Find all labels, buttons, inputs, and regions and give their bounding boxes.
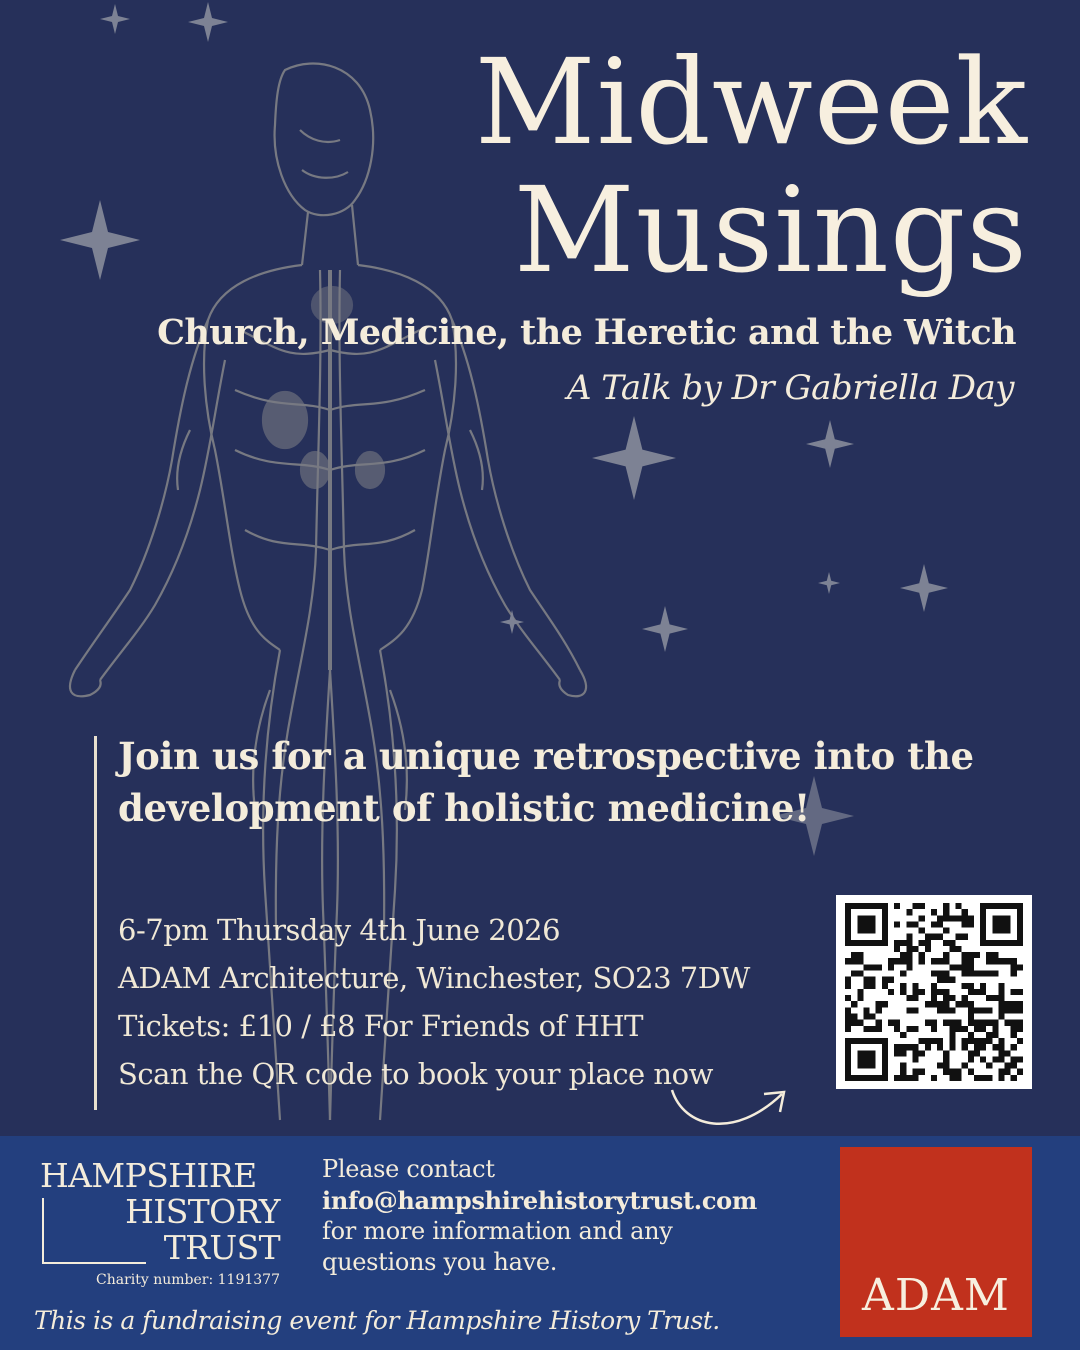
title-line-1: Midweek [474, 33, 1028, 171]
hht-logo-line-3: TRUST [163, 1228, 280, 1267]
contact-line-2: for more information and any [322, 1217, 673, 1245]
star-icon [188, 0, 228, 44]
contact-info [322, 1154, 757, 1278]
qr-code[interactable] [836, 895, 1032, 1089]
contact-line-1: Please contact [322, 1155, 495, 1183]
star-icon [60, 196, 140, 284]
charity-number: Charity number: 1191377 [96, 1272, 280, 1288]
star-icon [900, 564, 948, 612]
tagline: Join us for a unique retrospective into the development of holistic medicine! [118, 734, 974, 830]
event-details [118, 906, 750, 1098]
star-icon [500, 610, 524, 634]
hht-logo-line-1: HAMPSHIRE [40, 1156, 257, 1195]
adam-logo-text: ADAM [862, 1270, 1010, 1321]
page-title [474, 33, 1028, 299]
hht-logo [40, 1158, 280, 1266]
talk-subtitle: Church, Medicine, the Heretic and the Witch [157, 312, 1016, 353]
hht-logo-line-2: HISTORY [125, 1192, 280, 1231]
hht-logo-bracket [42, 1198, 146, 1264]
curved-arrow-icon [664, 1080, 794, 1140]
star-icon [806, 420, 854, 468]
talk-byline: A Talk by Dr Gabriella Day [566, 368, 1014, 408]
star-icon [100, 4, 130, 34]
title-line-2: Musings [513, 161, 1028, 299]
event-venue: ADAM Architecture, Winchester, SO23 7DW [118, 961, 750, 995]
contact-line-3: questions you have. [322, 1248, 558, 1276]
event-tickets: Tickets: £10 / £8 For Friends of HHT [118, 1009, 643, 1043]
star-icon [818, 572, 840, 594]
star-icon [592, 416, 676, 500]
vertical-divider [94, 736, 97, 1110]
fundraising-note: This is a fundraising event for Hampshire History Trust. [34, 1306, 720, 1335]
star-icon [642, 606, 688, 652]
event-time: 6-7pm Thursday 4th June 2026 [118, 913, 561, 947]
adam-logo [840, 1147, 1032, 1337]
event-cta: Scan the QR code to book your place now [118, 1057, 713, 1091]
contact-email-link[interactable]: info@hampshirehistorytrust.com [322, 1186, 757, 1215]
